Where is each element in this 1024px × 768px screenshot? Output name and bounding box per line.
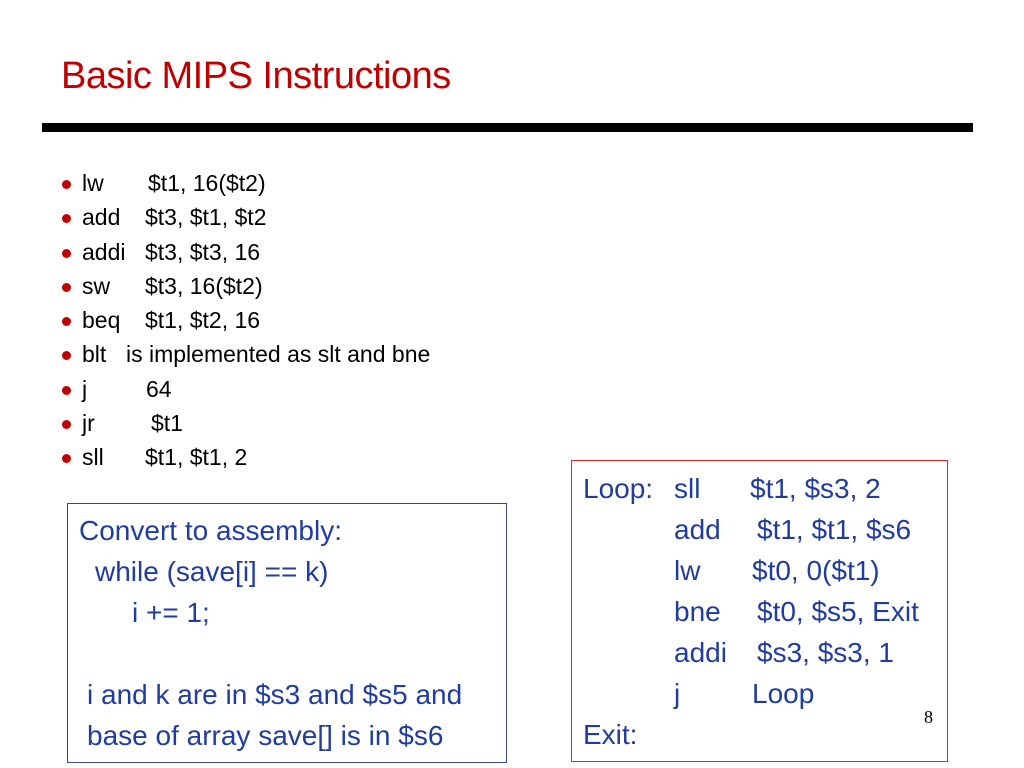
bullet-icon	[62, 317, 71, 326]
mnemonic: jr	[82, 410, 95, 437]
asm-args: $t0, 0($t1)	[752, 555, 880, 586]
operands: 64	[146, 375, 172, 402]
asm-op: j	[674, 678, 681, 709]
operands: $t1, $t1, 2	[145, 444, 248, 471]
mnemonic: j	[82, 375, 88, 402]
operands: $t1	[151, 410, 183, 437]
operands: $t3, 16($t2)	[145, 272, 263, 299]
asm-op: bne	[674, 596, 721, 627]
mnemonic: add	[82, 204, 121, 231]
exit-label: Exit:	[583, 719, 638, 750]
mnemonic: addi	[82, 238, 126, 265]
asm-args: Loop	[752, 678, 815, 709]
problem-code-line: i += 1;	[132, 597, 210, 628]
page-number: 8	[924, 707, 933, 727]
loop-label: Loop:	[583, 473, 654, 504]
operands: $t1, $t2, 16	[145, 307, 261, 334]
operands: $t1, 16($t2)	[148, 170, 266, 196]
mnemonic: blt	[82, 341, 107, 368]
bullet-icon	[62, 454, 71, 463]
problem-heading: Convert to assembly:	[79, 515, 342, 546]
asm-op: addi	[674, 637, 727, 668]
mnemonic: lw	[82, 170, 104, 196]
slide-title: Basic MIPS Instructions	[61, 55, 451, 97]
problem-note-line: i and k are in $s3 and $s5 and	[87, 679, 463, 710]
bullet-icon	[62, 180, 71, 189]
bullet-icon	[62, 283, 71, 292]
solution-box	[571, 460, 948, 762]
mnemonic: beq	[82, 307, 121, 334]
bullet-icon	[62, 351, 71, 360]
asm-args: $s3, $s3, 1	[757, 637, 894, 668]
problem-code-line: while (save[i] == k)	[95, 556, 329, 587]
mnemonic: sll	[82, 444, 104, 471]
bullet-icon	[62, 386, 71, 395]
asm-args: $t1, $t1, $s6	[757, 514, 912, 545]
asm-op: lw	[674, 555, 701, 586]
bullet-icon	[62, 249, 71, 258]
asm-args: $t0, $s5, Exit	[757, 596, 919, 627]
problem-note-line: base of array save[] is in $s6	[87, 720, 444, 751]
bullet-icon	[62, 420, 71, 429]
title-divider	[42, 123, 973, 132]
operands: is implemented as slt and bne	[126, 341, 431, 368]
asm-op: sll	[674, 473, 701, 504]
operands: $t3, $t1, $t2	[145, 204, 267, 231]
bullet-icon	[62, 214, 71, 223]
operands: $t3, $t3, 16	[145, 238, 261, 265]
mnemonic: sw	[82, 272, 111, 299]
asm-op: add	[674, 514, 721, 545]
asm-args: $t1, $s3, 2	[750, 473, 881, 504]
problem-box	[67, 503, 507, 763]
